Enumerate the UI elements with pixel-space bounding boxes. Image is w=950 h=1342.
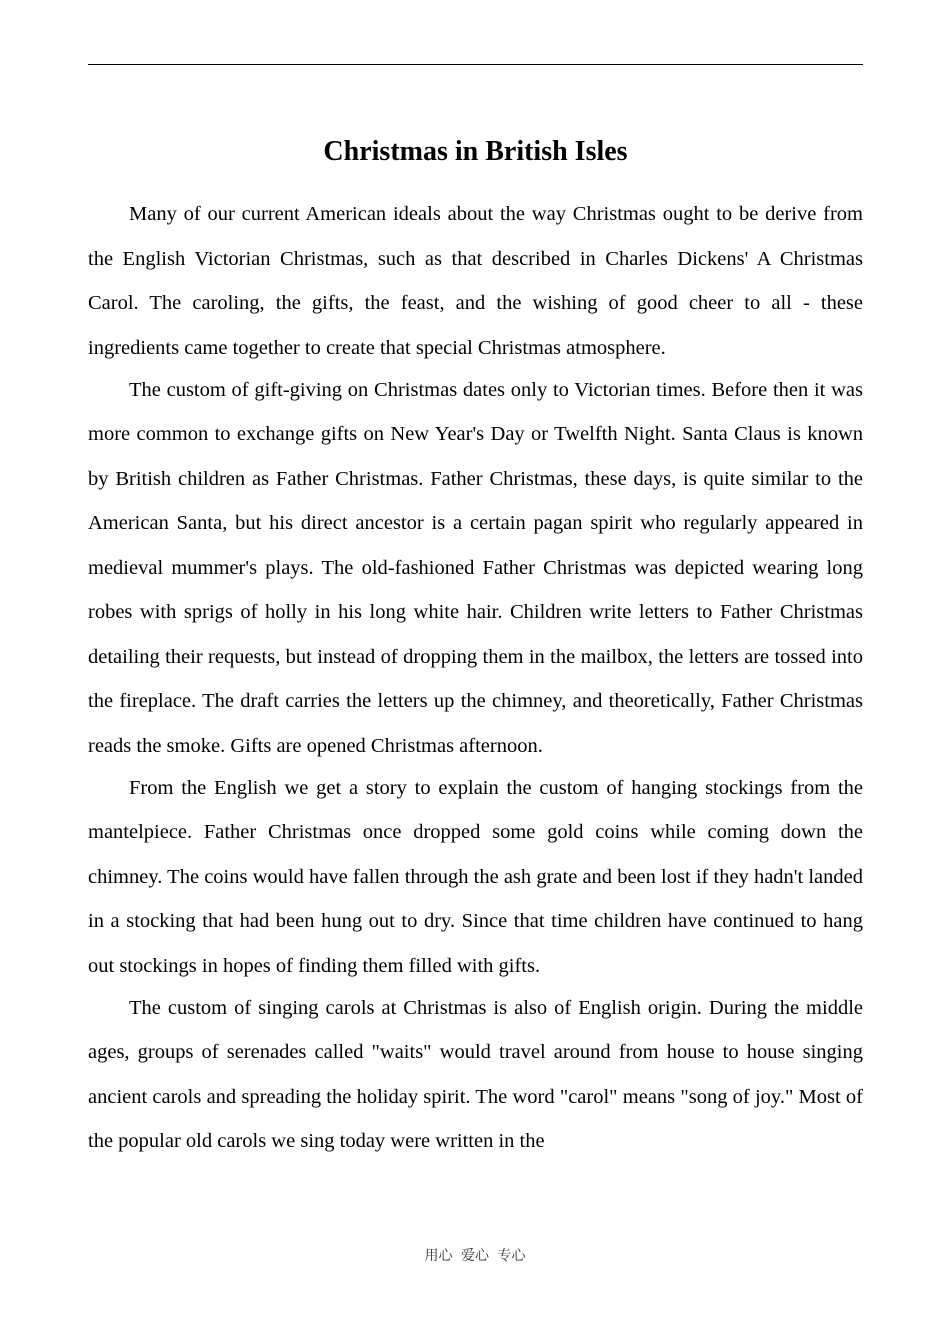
page-title: Christmas in British Isles (323, 136, 628, 167)
paragraph-stockings: From the English we get a story to explain the custom of hanging stockings from the mantelpiece. Father Christmas once dropped some gold coins while coming down the chimney. The coins would have fallen through the ash grate and been lost if they hadn't landed in a stocking that had been hung out to dry. Since that time children have continued to hang out stockings in hopes of finding them filled with gifts. (88, 776, 863, 977)
article-body (88, 192, 863, 1164)
paragraph-gift-giving: The custom of gift-giving on Christmas dates only to Victorian times. Before then it was more common to exchange gifts on New Year's Day or Twelfth Night. Santa Claus is known by British children as Father Christmas. Father Christmas, these days, is quite similar to the American Santa, but his direct ancestor is a certain pagan spirit who regularly appeared in medieval mummer's plays. The old-fashioned Father Christmas was depicted wearing long robes with sprigs of holly in his long white hair. Children write letters to Father Christmas detailing their requests, but instead of dropping them in the mailbox, the letters are tossed into the fireplace. The draft carries the letters up the chimney, and theoretically, Father Christmas reads the smoke. Gifts are opened Christmas afternoon. (88, 378, 863, 757)
page-footer: 用心 爱心 专心 (424, 1248, 526, 1264)
paragraph-carols: The custom of singing carols at Christmas is also of English origin. During the middle ages, groups of serenades called "waits" would travel around from house to house singing ancient carols and spreading the holiday spirit. The word "carol" means "song of joy." Most of the popular old carols we sing today were written in the (88, 996, 863, 1152)
header-rule (88, 64, 863, 65)
paragraph-victorian-ideals: Many of our current American ideals about the way Christmas ought to be derive from the English Victorian Christmas, such as that described in Charles Dickens' A Christmas Carol. The caroling, the gifts, the feast, and the wishing of good cheer to all - these ingredients came together to create that special Christmas atmosphere. (88, 203, 863, 359)
